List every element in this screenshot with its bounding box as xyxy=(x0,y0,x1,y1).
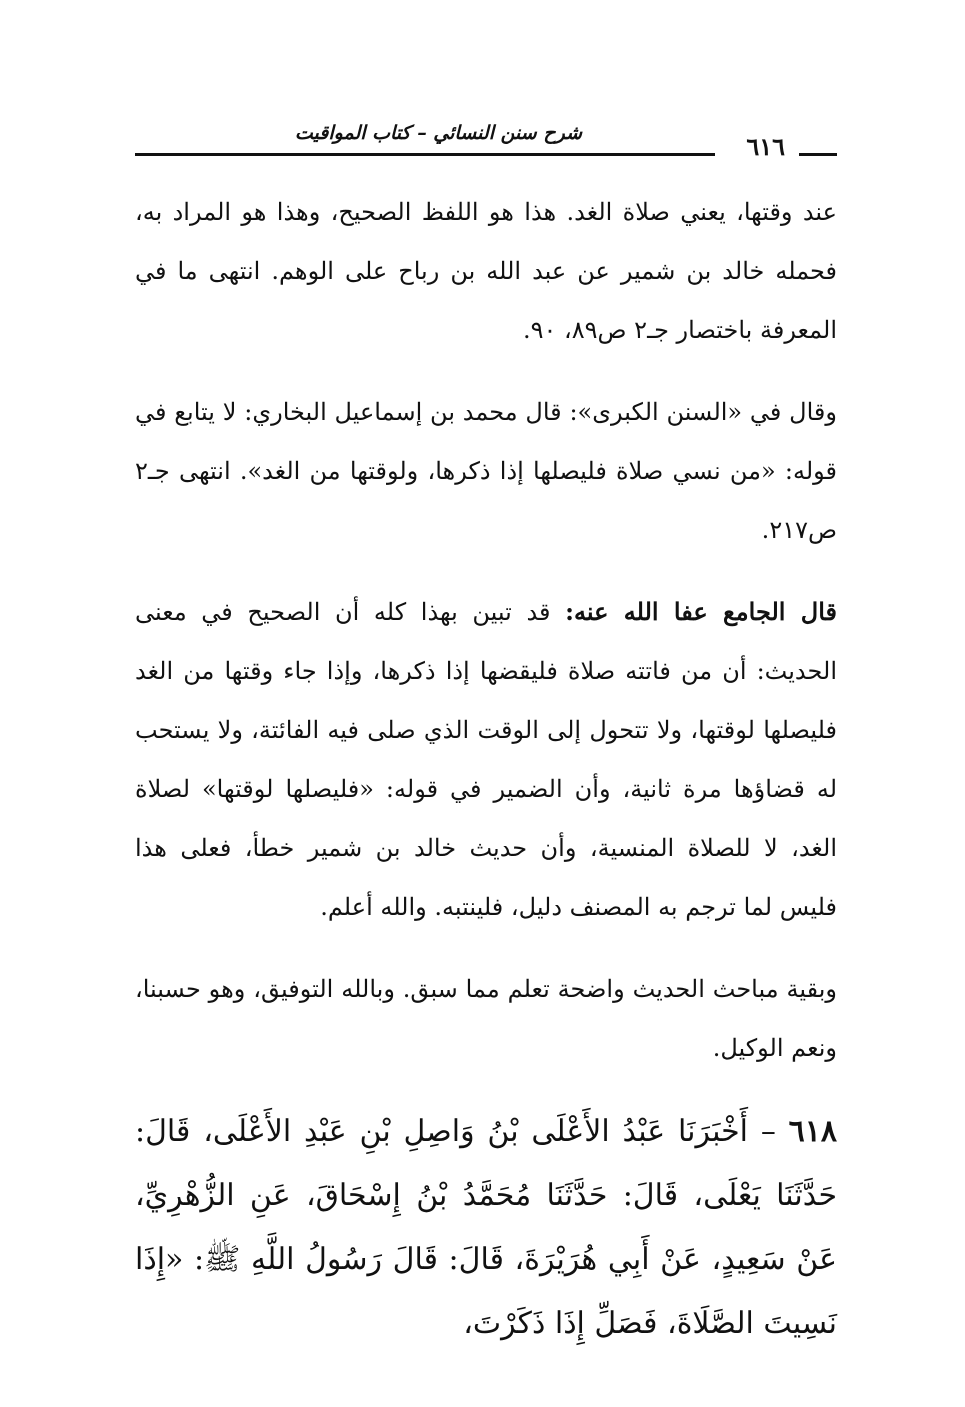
page-number: ٦١٦ xyxy=(746,132,785,161)
header-rule-short xyxy=(799,153,837,156)
page-header xyxy=(135,118,837,162)
paragraph-1 xyxy=(135,182,837,360)
paragraph-2 xyxy=(135,382,837,560)
paragraph-text: وقال في «السنن الكبرى»: قال محمد بن إسماعيل البخاري: لا يتابع في قوله: «من نسي صلاة فليصلها إذا ذكرها، ولوقتها من الغد». انتهى جـ٢ ص٢١٧. xyxy=(135,398,837,544)
hadith-body: – أَخْبَرَنَا عَبْدُ الأَعْلَى بْنُ وَاصِلِ بْنِ عَبْدِ الأَعْلَى، قَالَ: حَدَّثَنَا يَعْلَى، قَالَ: حَدَّثَنَا مُحَمَّدُ بْنُ إِسْحَاقَ، عَنِ الزُّهْرِيِّ، عَنْ سَعِيدٍ، عَنْ أَبِي هُرَيْرَةَ، قَالَ: قَالَ رَسُولُ اللَّهِ ﷺ: «إِذَا نَسِيتَ الصَّلَاةَ، فَصَلِّ إِذَا ذَكَرْتَ، xyxy=(135,1114,837,1341)
paragraph-lead: قال الجامع عفا الله عنه: xyxy=(565,597,837,626)
paragraph-text: قد تبين بهذا كله أن الصحيح في معنى الحديث: أن من فاتته صلاة فليقضها إذا ذكرها، وإذا جاء وقتها من الغد فليصلها لوقتها، ولا تتحول إلى الوقت الذي صلى فيه الفائتة، ولا يستحب له قضاؤها مرة ثانية، وأن الضمير في قوله: «فليصلها لوقتها» لصلاة الغد، لا للصلاة المنسية، وأن حديث خالد بن شمير خطأ، فعلى هذا فليس لما ترجم به المصنف دليل، فلينتبه. والله أعلم. xyxy=(135,598,837,921)
paragraph-text: وبقية مباحث الحديث واضحة تعلم مما سبق. وبالله التوفيق، وهو حسبنا، ونعم الوكيل. xyxy=(135,975,837,1062)
hadith-number: ٦١٨ xyxy=(788,1114,837,1149)
paragraph-4 xyxy=(135,959,837,1078)
header-rule xyxy=(135,153,715,156)
paragraph-3 xyxy=(135,582,837,937)
page-body xyxy=(135,182,837,1356)
running-title: شرح سنن النسائي – كتاب المواقيت xyxy=(294,122,582,144)
paragraph-text: عند وقتها، يعني صلاة الغد. هذا هو اللفظ الصحيح، وهذا هو المراد به، فحمله خالد بن شمير عن عبد الله بن رباح على الوهم. انتهى ما في المعرفة باختصار جـ٢ ص٨٩، ٩٠. xyxy=(135,198,837,344)
hadith-text xyxy=(135,1100,837,1356)
